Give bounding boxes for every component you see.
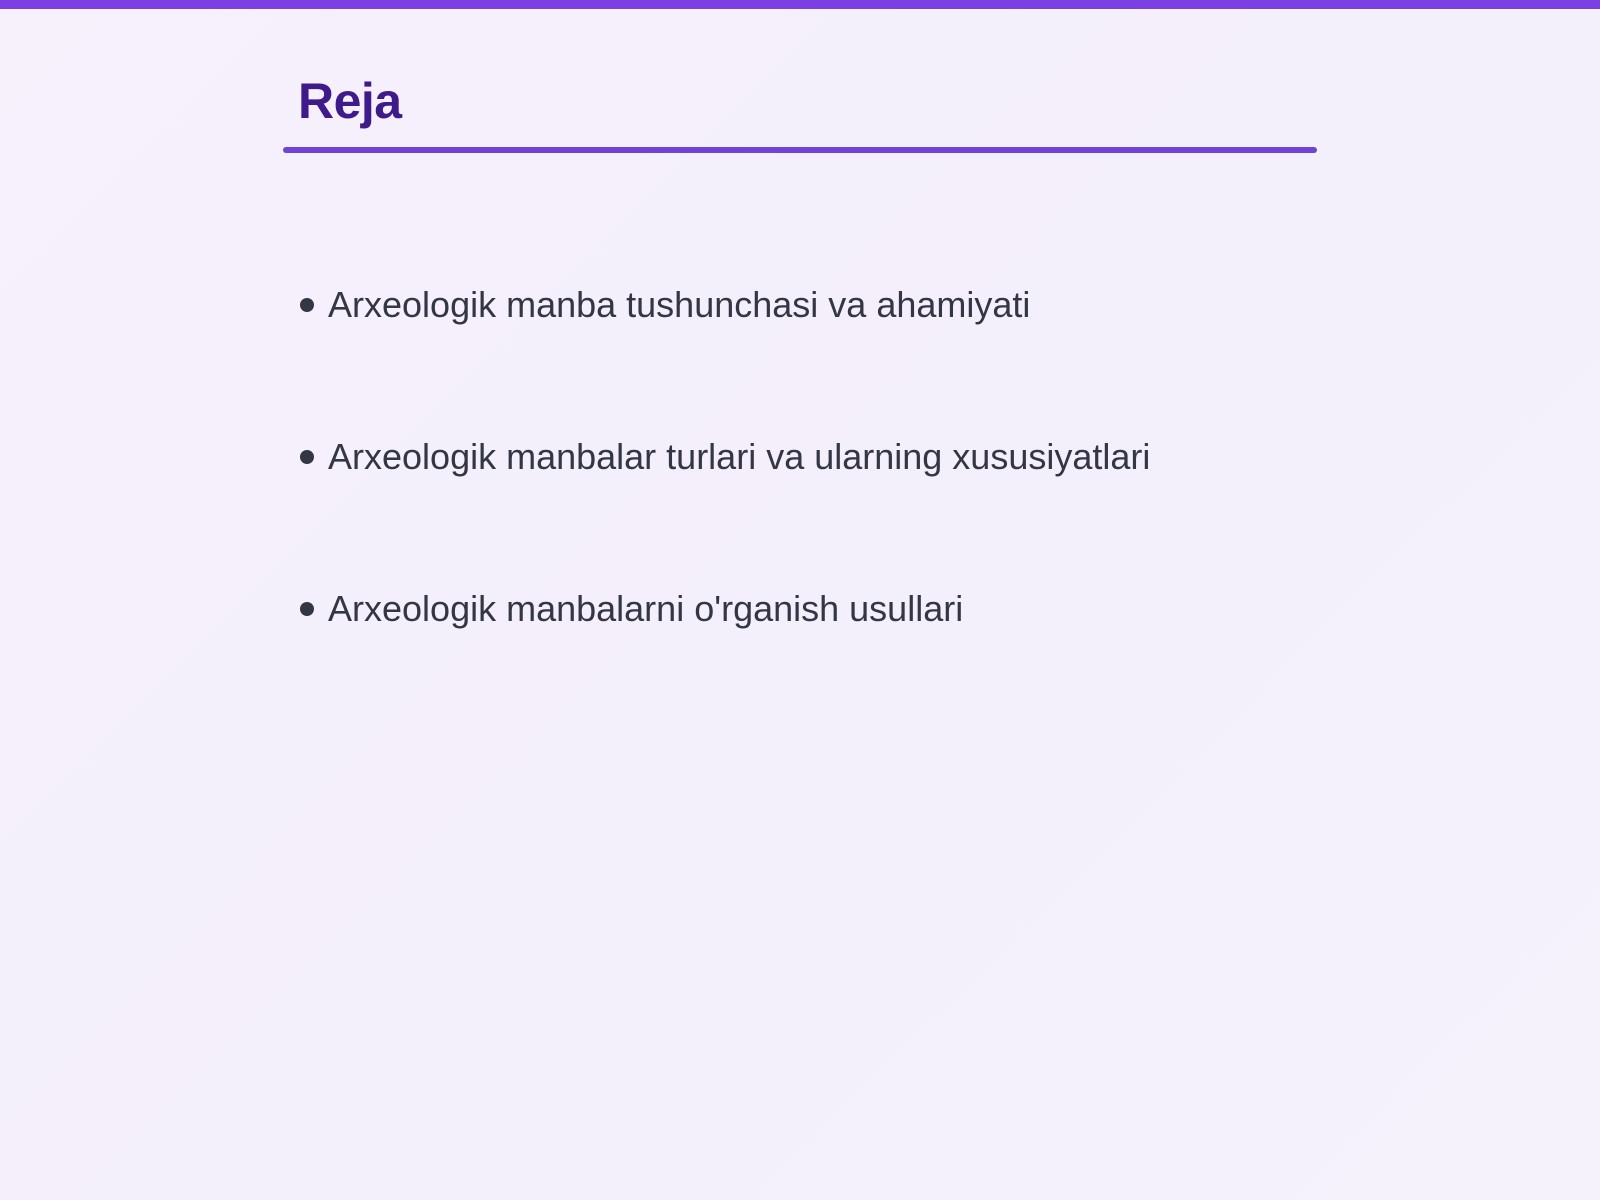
list-item-text: Arxeologik manbalar turlari va ularning xususiyatlari — [328, 436, 1151, 477]
slide-title: Reja — [298, 73, 402, 129]
list-item-text: Arxeologik manbalarni o'rganish usullari — [328, 588, 964, 629]
bullet-icon — [300, 298, 314, 312]
bullet-icon — [300, 602, 314, 616]
list-item — [300, 582, 1150, 734]
list-item-text: Arxeologik manba tushunchasi va ahamiyati — [328, 284, 1031, 325]
title-underline — [283, 147, 1317, 153]
top-accent-bar — [0, 0, 1600, 9]
list-item — [300, 430, 1150, 582]
bullet-list — [300, 278, 1150, 734]
list-item — [300, 278, 1150, 430]
bullet-icon — [300, 450, 314, 464]
